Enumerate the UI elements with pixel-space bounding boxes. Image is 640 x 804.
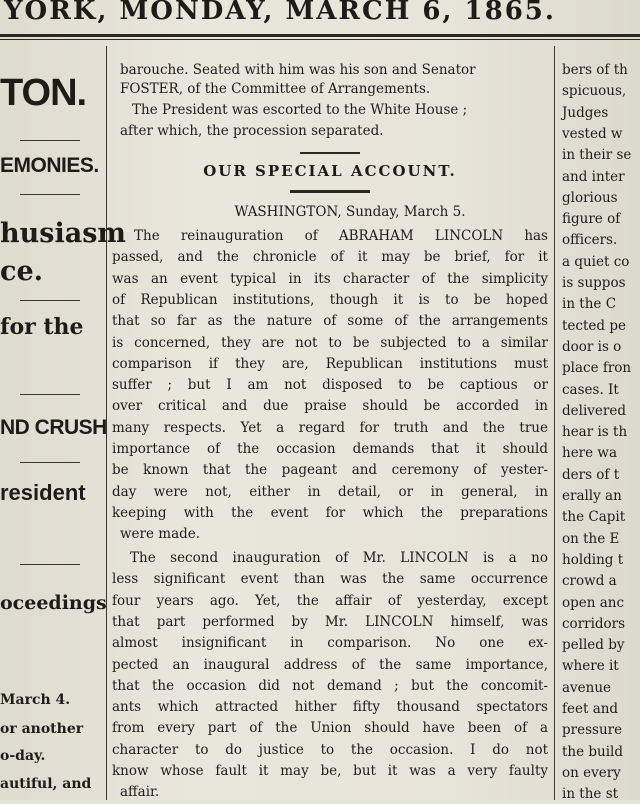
divider <box>20 140 80 141</box>
dateline: WASHINGTON, Sunday, March 5. <box>234 204 466 220</box>
headline: for the <box>0 314 84 340</box>
section-subhead: OUR SPECIAL ACCOUNT. <box>203 162 457 180</box>
text-line: from every part of the Union should have been of a <box>112 720 548 737</box>
divider <box>20 194 80 195</box>
text-line: feet and <box>562 701 619 717</box>
text-line: bers of th <box>562 62 628 78</box>
masthead: YORK, MONDAY, MARCH 6, 1865. <box>4 0 556 26</box>
text-line: that part performed by Mr. LINCOLN himself, was <box>112 613 548 630</box>
text-line: comparison if they are, Republican institutions must <box>112 355 548 372</box>
text-line: that so far as the nature of some of the arrangements <box>112 313 548 330</box>
headline: resident <box>0 480 86 505</box>
text-line: place fron <box>562 360 632 377</box>
text-line: figure of <box>562 211 621 228</box>
text-line: many respects. Yet a regard for truth and the true <box>112 419 548 436</box>
text-line: open anc <box>562 594 625 611</box>
text-line: over critical and due praise should be accorded in <box>112 398 548 415</box>
main-article-column <box>112 60 548 800</box>
text-line: The President was escorted to the White House ; <box>132 102 468 118</box>
text-line: spicuous, <box>562 83 627 100</box>
text-line: ders of t <box>562 466 620 483</box>
text-line: in their se <box>562 147 632 164</box>
text-line: cases. It <box>562 381 619 398</box>
text-line: pelled by <box>562 637 625 654</box>
text-line: was an event typical in its character of the simplicity <box>112 270 548 287</box>
text-line: almost insignificant in comparison. No one ex- <box>112 635 548 652</box>
headline: oceedings <box>0 592 107 614</box>
text-line: pressure <box>562 722 623 739</box>
masthead-rule <box>0 34 640 37</box>
text-line: on the E <box>562 530 620 547</box>
text-line: after which, the procession separated. <box>120 123 384 139</box>
text-line: four years ago. Yet, the affair of yesterday, except <box>112 592 548 609</box>
text-line: tected pe <box>562 317 626 334</box>
divider <box>20 300 80 301</box>
headline: husiasm <box>0 218 126 249</box>
ornamental-rule <box>300 152 360 154</box>
text-line: hear is th <box>562 424 628 441</box>
text-line: The second inauguration of Mr. LINCOLN is a no <box>130 550 548 566</box>
text-line: corridors <box>562 615 626 632</box>
column-divider-right <box>554 46 555 800</box>
text-line: avenue <box>562 679 612 696</box>
headline: ND CRUSH <box>0 416 107 439</box>
text-line: a quiet co <box>562 253 630 270</box>
text-line: delivered <box>562 402 626 419</box>
text-line: crowd a <box>562 573 617 590</box>
text-line: of Republican institutions, though it is to be hoped <box>112 291 548 308</box>
masthead-rule-thin <box>0 39 640 40</box>
text-line: Judges <box>562 104 609 121</box>
text-line: The reinauguration of ABRAHAM LINCOLN has <box>134 228 548 244</box>
text-line: erally an <box>562 488 622 504</box>
headline: TON. <box>0 72 87 114</box>
text-line: know whose fault it may be, but it was a very faulty <box>112 763 548 779</box>
right-column <box>562 60 640 803</box>
text-line: suffer ; but I am not disposed to be captious or <box>112 377 548 394</box>
text-line: is concerned, they are not to be subjected to a similar <box>112 334 548 351</box>
text-line: character to do justice to the occasion. I do not <box>112 741 548 758</box>
text-line: where it <box>562 658 619 675</box>
text-line: day were not, either in detail, or in general, in <box>112 483 548 500</box>
text-line: less significant event than was the same occurrence <box>112 571 548 588</box>
text-line: in the C <box>562 296 617 313</box>
text-line: importance of the occasion demands that it should <box>112 441 548 457</box>
text-line: or another <box>0 721 84 737</box>
divider <box>20 394 80 395</box>
text-line: here wa <box>562 445 618 462</box>
text-line: were made. <box>120 526 201 543</box>
text-line: autiful, and <box>0 776 92 792</box>
headline: ce. <box>0 256 44 287</box>
divider <box>20 462 80 463</box>
text-line: on every <box>562 764 621 781</box>
text-line: door is o <box>562 338 622 355</box>
text-line: that the occasion did not demand ; but the concomit- <box>112 677 548 694</box>
text-line: glorious <box>562 189 618 206</box>
headline: EMONIES. <box>0 154 99 177</box>
text-line: the build <box>562 743 624 760</box>
divider <box>20 564 80 565</box>
text-line: vested w <box>562 125 623 142</box>
text-line: officers. <box>562 232 618 249</box>
text-line: March 4. <box>0 692 71 708</box>
text-line: FOSTER, of the Committee of Arrangements. <box>120 81 431 97</box>
ornamental-rule <box>290 190 370 193</box>
text-line: ants which attracted hither fifty thousand spectators <box>112 699 548 716</box>
text-line: and inter <box>562 168 625 185</box>
text-line: holding t <box>562 551 624 568</box>
text-line: in the st <box>562 786 619 803</box>
text-line: o-day. <box>0 748 46 764</box>
text-line: is suppos <box>562 275 626 291</box>
text-line: passed, and the chronicle of it may be brief, for it <box>112 249 548 266</box>
text-line: barouche. Seated with him was his son and Senator <box>120 62 476 78</box>
text-line: pected an inaugural address of the same importance, <box>112 656 548 673</box>
left-column <box>0 44 126 800</box>
text-line: affair. <box>120 784 160 801</box>
text-line: be known that the pageant and ceremony of yester- <box>112 462 548 479</box>
text-line: the Capit <box>562 509 626 526</box>
text-line: keeping with the event for which the preparations <box>112 504 548 521</box>
